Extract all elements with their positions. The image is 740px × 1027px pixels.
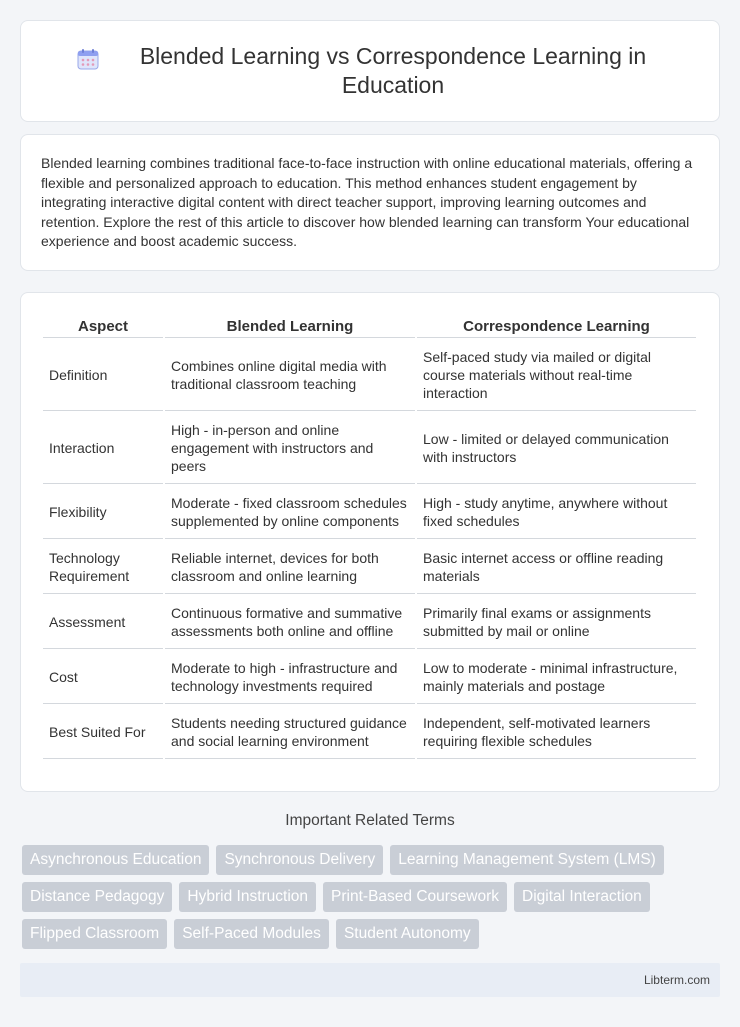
- related-term-tag[interactable]: Asynchronous Education: [22, 845, 209, 875]
- related-term-tag[interactable]: Synchronous Delivery: [216, 845, 383, 875]
- table-row: [43, 413, 696, 484]
- table-row: [43, 651, 696, 704]
- page-title: Blended Learning vs Correspondence Learning in Education: [139, 43, 647, 98]
- table-row: [43, 541, 696, 594]
- column-header-aspect: Aspect: [43, 315, 163, 338]
- table-header-row: [43, 315, 696, 338]
- related-term-tag[interactable]: Student Autonomy: [336, 919, 479, 949]
- blended-cell: Combines online digital media with traditional classroom teaching: [165, 340, 415, 411]
- correspondence-cell: Independent, self-motivated learners requiring flexible schedules: [417, 706, 696, 759]
- intro-card: [20, 134, 720, 271]
- aspect-cell: Definition: [43, 340, 163, 411]
- table-row: [43, 706, 696, 759]
- correspondence-cell: Basic internet access or offline reading materials: [417, 541, 696, 594]
- related-term-tag[interactable]: Distance Pedagogy: [22, 882, 172, 912]
- intro-paragraph: Blended learning combines traditional face-to-face instruction with online educational materials, offering a flexible and personalized approach to education. This method enhances student engagement by integrating interactive digital content with direct teacher support, improving learning outcomes and retention. Explore the rest of this article to discover how blended learning can transform Your educational experience and boost academic success.: [41, 155, 693, 250]
- blended-cell: Students needing structured guidance and social learning environment: [165, 706, 415, 759]
- aspect-cell: Technology Requirement: [43, 541, 163, 594]
- related-term-tag[interactable]: Self-Paced Modules: [174, 919, 329, 949]
- table-row: [43, 596, 696, 649]
- correspondence-cell: Primarily final exams or assignments submitted by mail or online: [417, 596, 696, 649]
- table-row: [43, 340, 696, 411]
- comparison-card: [20, 292, 720, 792]
- aspect-cell: Best Suited For: [43, 706, 163, 759]
- blended-cell: Continuous formative and summative assessments both online and offline: [165, 596, 415, 649]
- aspect-cell: Cost: [43, 651, 163, 704]
- comparison-table: [41, 313, 698, 761]
- related-terms-list: [22, 845, 722, 956]
- blended-cell: Reliable internet, devices for both classroom and online learning: [165, 541, 415, 594]
- correspondence-cell: High - study anytime, anywhere without fixed schedules: [417, 486, 696, 539]
- aspect-cell: Interaction: [43, 413, 163, 484]
- column-header-correspondence: Correspondence Learning: [417, 315, 696, 338]
- related-term-tag[interactable]: Hybrid Instruction: [179, 882, 316, 912]
- blended-cell: Moderate to high - infrastructure and technology investments required: [165, 651, 415, 704]
- footer-brand-link[interactable]: Libterm.com: [643, 973, 710, 987]
- related-term-tag[interactable]: Print-Based Coursework: [323, 882, 507, 912]
- related-terms-heading: Important Related Terms: [285, 812, 455, 829]
- correspondence-cell: Self-paced study via mailed or digital course materials without real-time interaction: [417, 340, 696, 411]
- column-header-blended: Blended Learning: [165, 315, 415, 338]
- related-term-tag[interactable]: Digital Interaction: [514, 882, 650, 912]
- title-card: [20, 20, 720, 122]
- table-row: [43, 486, 696, 539]
- aspect-cell: Flexibility: [43, 486, 163, 539]
- correspondence-cell: Low - limited or delayed communication with instructors: [417, 413, 696, 484]
- blended-cell: Moderate - fixed classroom schedules supplemented by online components: [165, 486, 415, 539]
- blended-cell: High - in-person and online engagement with instructors and peers: [165, 413, 415, 484]
- correspondence-cell: Low to moderate - minimal infrastructure, mainly materials and postage: [417, 651, 696, 704]
- aspect-cell: Assessment: [43, 596, 163, 649]
- related-term-tag[interactable]: Flipped Classroom: [22, 919, 167, 949]
- footer: [20, 963, 720, 997]
- calendar-icon: [77, 48, 99, 70]
- related-term-tag[interactable]: Learning Management System (LMS): [390, 845, 664, 875]
